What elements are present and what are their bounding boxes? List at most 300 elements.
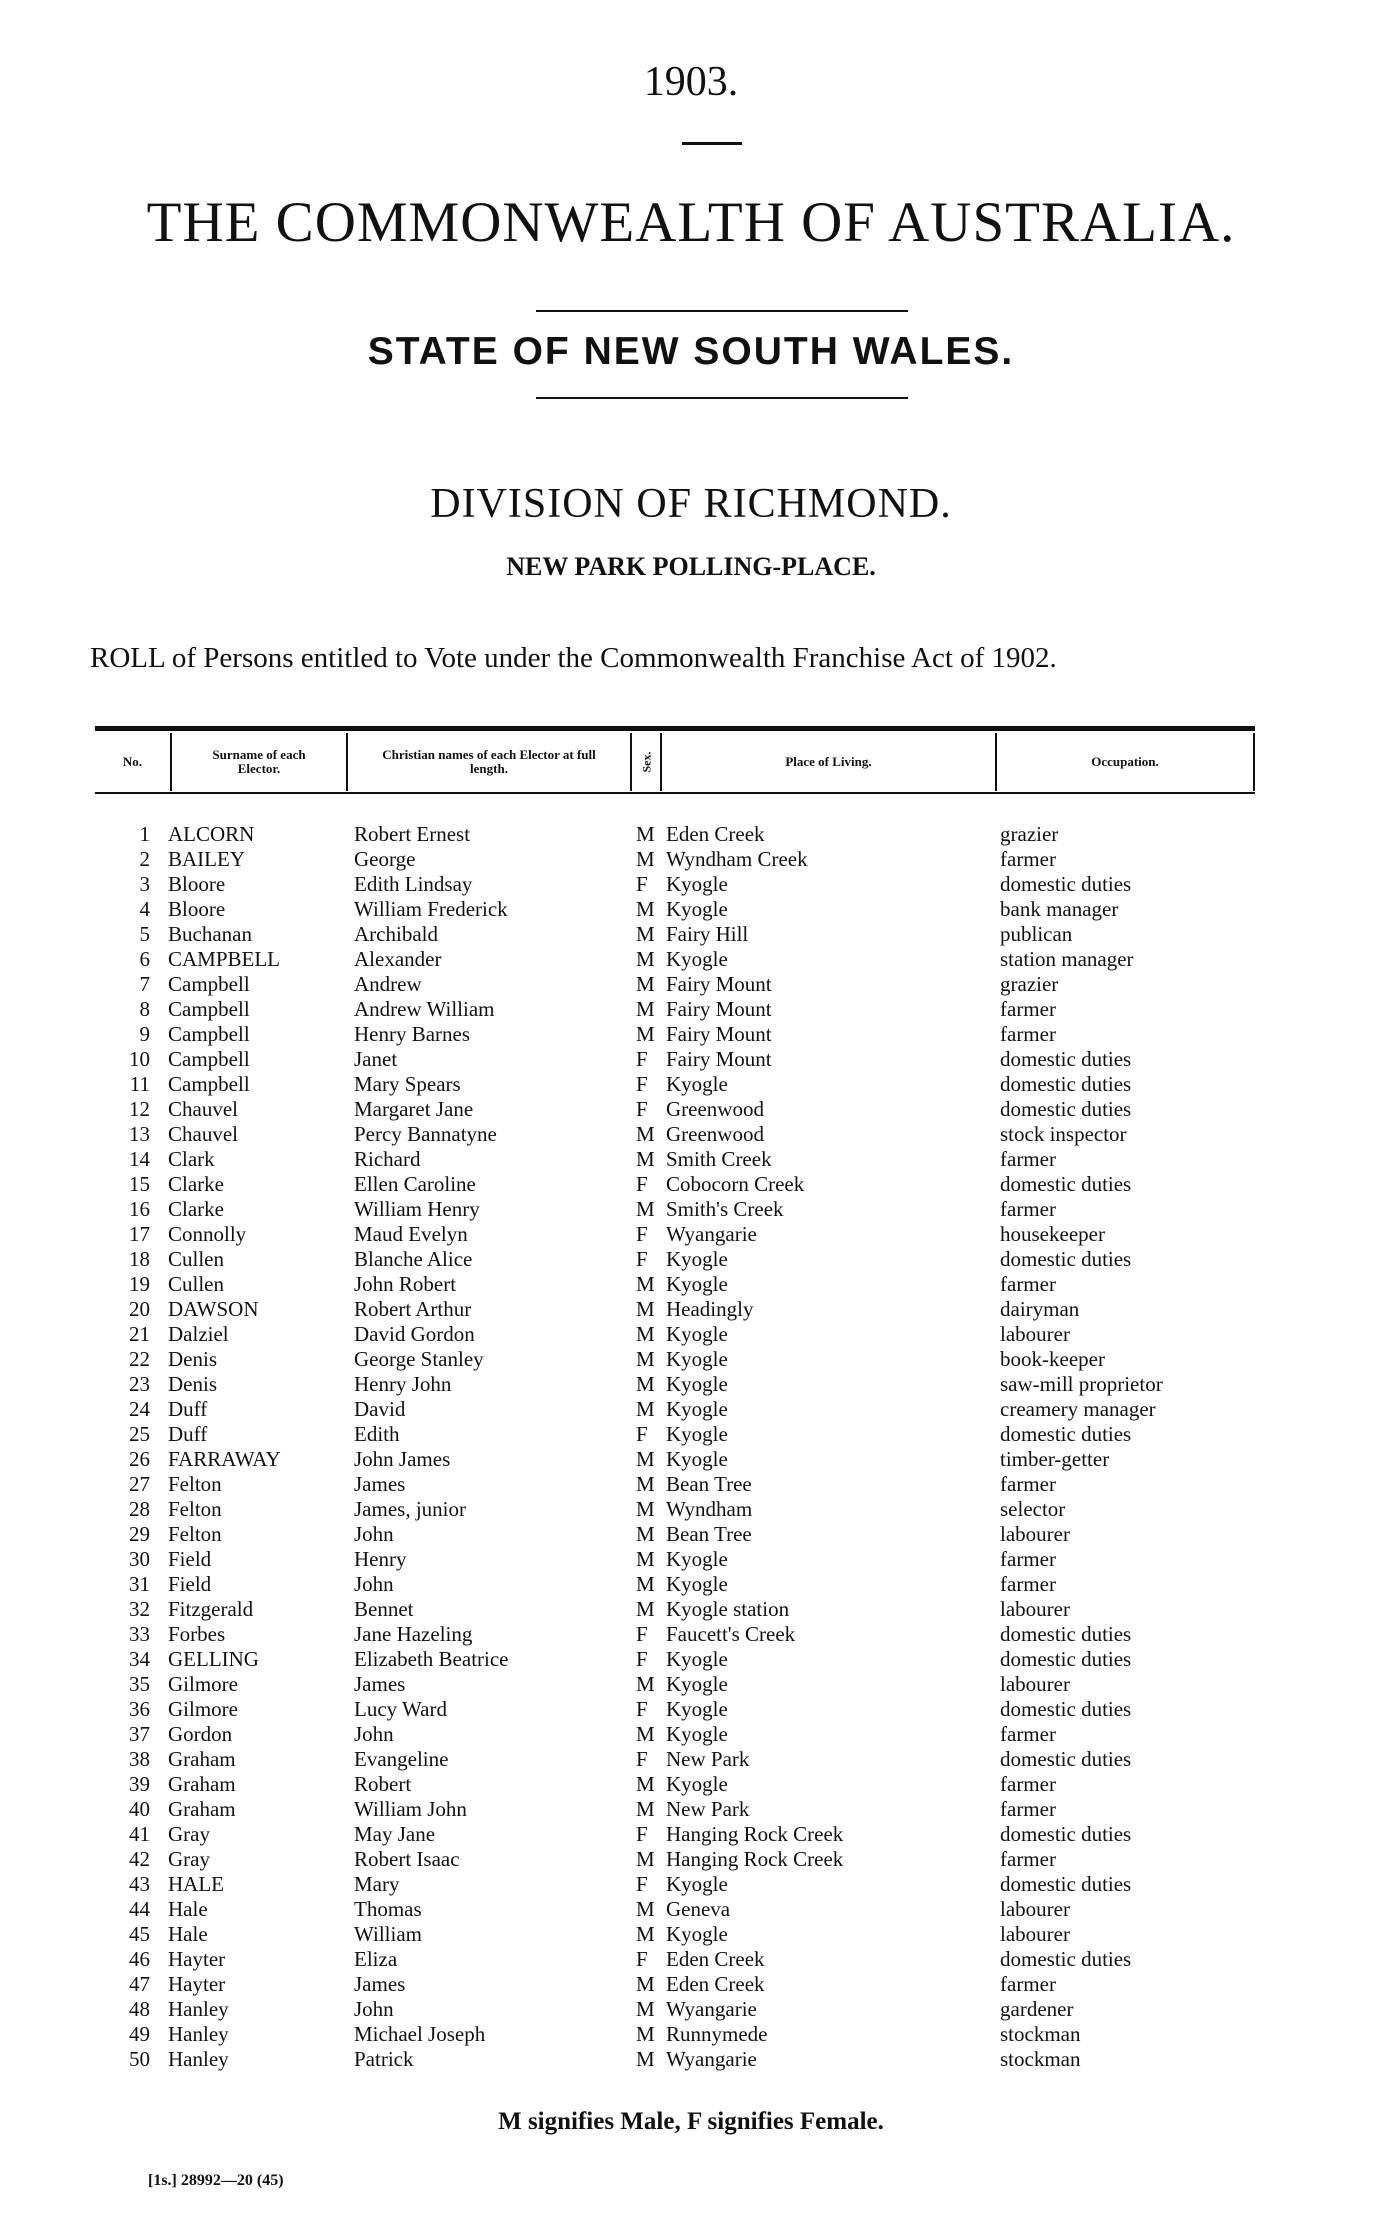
divider-rule (536, 397, 908, 399)
elector-christian-names: David Gordon (354, 1322, 475, 1346)
elector-surname: Chauvel (168, 1122, 238, 1146)
elector-surname: Cullen (168, 1272, 224, 1296)
elector-place-of-living: Geneva (666, 1897, 731, 1921)
elector-list (0, 822, 1382, 2072)
elector-surname: Campbell (168, 1072, 250, 1096)
column-header-occupation: Occupation. (1091, 753, 1159, 769)
elector-occupation: grazier (1000, 972, 1059, 996)
elector-sex: M (636, 2022, 655, 2046)
elector-occupation: station manager (1000, 947, 1134, 971)
elector-surname: Campbell (168, 1022, 250, 1046)
elector-place-of-living: Kyogle (666, 1247, 728, 1271)
elector-surname: DAWSON (168, 1297, 259, 1321)
column-header-surname: Surname of each Elector. (212, 746, 306, 776)
elector-place-of-living: Kyogle (666, 1347, 728, 1371)
elector-sex: M (636, 1922, 655, 1946)
elector-surname: Chauvel (168, 1097, 238, 1121)
elector-occupation: grazier (1000, 822, 1059, 846)
elector-christian-names: James (354, 1972, 406, 1996)
elector-number: 32 (129, 1597, 150, 1621)
elector-sex: F (636, 1872, 648, 1896)
elector-place-of-living: Eden Creek (666, 1947, 765, 1971)
elector-place-of-living: Kyogle (666, 1322, 728, 1346)
table-row (0, 1947, 1382, 1972)
elector-surname: FARRAWAY (168, 1447, 281, 1471)
elector-place-of-living: New Park (666, 1797, 750, 1821)
elector-occupation: domestic duties (1000, 1747, 1132, 1771)
elector-christian-names: Percy Bannatyne (354, 1122, 497, 1146)
elector-christian-names: Ellen Caroline (354, 1172, 476, 1196)
column-divider (1253, 733, 1255, 791)
elector-number: 25 (129, 1422, 150, 1446)
elector-sex: M (636, 1522, 655, 1546)
elector-number: 12 (129, 1097, 150, 1121)
table-row (0, 1922, 1382, 1947)
elector-surname: Clarke (168, 1172, 224, 1196)
elector-occupation: farmer (1000, 1797, 1056, 1821)
elector-christian-names: Bennet (354, 1597, 414, 1621)
table-row (0, 1172, 1382, 1197)
elector-sex: F (636, 1747, 648, 1771)
elector-occupation: farmer (1000, 1472, 1056, 1496)
elector-occupation: domestic duties (1000, 1647, 1132, 1671)
elector-christian-names: James, junior (354, 1497, 466, 1521)
elector-place-of-living: Kyogle (666, 947, 728, 971)
elector-place-of-living: Kyogle (666, 1772, 728, 1796)
elector-sex: M (636, 2047, 655, 2071)
elector-surname: Dalziel (168, 1322, 229, 1346)
elector-christian-names: Mary (354, 1872, 400, 1896)
table-row (0, 1197, 1382, 1222)
elector-surname: Gray (168, 1822, 210, 1846)
elector-christian-names: Jane Hazeling (354, 1622, 473, 1646)
elector-surname: Campbell (168, 1047, 250, 1071)
elector-christian-names: William Henry (354, 1197, 480, 1221)
elector-christian-names: George Stanley (354, 1347, 484, 1371)
elector-place-of-living: Headingly (666, 1297, 754, 1321)
elector-christian-names: Blanche Alice (354, 1247, 473, 1271)
elector-number: 7 (139, 972, 150, 996)
elector-place-of-living: Runnymede (666, 2022, 768, 2046)
elector-surname: Denis (168, 1347, 217, 1371)
elector-occupation: labourer (1000, 1922, 1070, 1946)
roll-title: ROLL of Persons entitled to Vote under the Commonwealth Franchise Act of 1902. (90, 642, 1057, 674)
elector-number: 29 (129, 1522, 150, 1546)
elector-sex: F (636, 1647, 648, 1671)
elector-number: 44 (129, 1897, 150, 1921)
elector-christian-names: Henry John (354, 1372, 452, 1396)
elector-occupation: gardener (1000, 1997, 1074, 2021)
elector-occupation: farmer (1000, 1022, 1056, 1046)
elector-christian-names: Janet (354, 1047, 398, 1071)
table-row (0, 1122, 1382, 1147)
elector-surname: BAILEY (168, 847, 245, 871)
table-row (0, 2047, 1382, 2072)
elector-number: 4 (139, 897, 150, 921)
elector-sex: M (636, 1297, 655, 1321)
table-row (0, 1697, 1382, 1722)
state-heading: STATE OF NEW SOUTH WALES. (367, 330, 1015, 373)
table-row (0, 1272, 1382, 1297)
printer-mark: [1s.] 28992—20 (45) (148, 2172, 284, 2189)
elector-number: 1 (139, 822, 150, 846)
elector-christian-names: Michael Joseph (354, 2022, 486, 2046)
elector-sex: F (636, 1947, 648, 1971)
elector-number: 27 (129, 1472, 150, 1496)
elector-number: 47 (129, 1972, 150, 1996)
elector-occupation: stockman (1000, 2022, 1081, 2046)
table-row (0, 1822, 1382, 1847)
elector-christian-names: Thomas (354, 1897, 422, 1921)
elector-occupation: farmer (1000, 1972, 1056, 1996)
elector-christian-names: John (354, 1572, 394, 1596)
elector-place-of-living: Smith's Creek (666, 1197, 784, 1221)
elector-occupation: farmer (1000, 1272, 1056, 1296)
elector-christian-names: Robert (354, 1772, 412, 1796)
elector-place-of-living: Fairy Mount (666, 1022, 772, 1046)
elector-place-of-living: Kyogle (666, 1647, 728, 1671)
table-row (0, 2022, 1382, 2047)
table-row (0, 1147, 1382, 1172)
elector-surname: Hanley (168, 1997, 229, 2021)
elector-place-of-living: Kyogle (666, 1422, 728, 1446)
elector-christian-names: Henry Barnes (354, 1022, 471, 1046)
elector-occupation: farmer (1000, 1147, 1056, 1171)
elector-christian-names: William John (354, 1797, 467, 1821)
table-row (0, 1097, 1382, 1122)
elector-place-of-living: Faucett's Creek (666, 1622, 796, 1646)
elector-number: 10 (129, 1047, 150, 1071)
table-row (0, 1772, 1382, 1797)
elector-christian-names: May Jane (354, 1822, 436, 1846)
column-header-sex (632, 731, 660, 792)
elector-surname: Hale (168, 1922, 208, 1946)
elector-christian-names: Eliza (354, 1947, 398, 1971)
elector-surname: Felton (168, 1497, 222, 1521)
table-row (0, 1047, 1382, 1072)
elector-surname: Clark (168, 1147, 215, 1171)
elector-number: 40 (129, 1797, 150, 1821)
elector-sex: M (636, 922, 655, 946)
elector-sex: F (636, 1822, 648, 1846)
table-row (0, 1322, 1382, 1347)
elector-place-of-living: Kyogle (666, 1872, 728, 1896)
elector-surname: Field (168, 1547, 212, 1571)
elector-occupation: stockman (1000, 2047, 1081, 2071)
elector-place-of-living: Kyogle (666, 872, 728, 896)
elector-surname: CAMPBELL (168, 947, 281, 971)
elector-occupation: domestic duties (1000, 1697, 1132, 1721)
elector-occupation: saw-mill proprietor (1000, 1372, 1163, 1396)
elector-number: 5 (139, 922, 150, 946)
elector-occupation: farmer (1000, 1547, 1056, 1571)
elector-surname: Campbell (168, 972, 250, 996)
elector-occupation: domestic duties (1000, 1422, 1132, 1446)
elector-number: 37 (129, 1722, 150, 1746)
elector-surname: Gilmore (168, 1697, 238, 1721)
elector-sex: F (636, 1222, 648, 1246)
elector-place-of-living: Wyangarie (666, 1997, 757, 2021)
elector-sex: F (636, 1622, 648, 1646)
elector-place-of-living: Eden Creek (666, 822, 765, 846)
elector-number: 23 (129, 1372, 150, 1396)
elector-sex: M (636, 1397, 655, 1421)
elector-occupation: housekeeper (1000, 1222, 1105, 1246)
elector-number: 24 (129, 1397, 150, 1421)
elector-sex: M (636, 1497, 655, 1521)
elector-place-of-living: New Park (666, 1747, 750, 1771)
elector-christian-names: Edith (354, 1422, 400, 1446)
elector-sex: M (636, 1322, 655, 1346)
elector-christian-names: David (354, 1397, 406, 1421)
table-row (0, 972, 1382, 997)
elector-occupation: farmer (1000, 1847, 1056, 1871)
table-row (0, 1422, 1382, 1447)
column-header-no: No. (122, 753, 143, 769)
elector-sex: M (636, 1722, 655, 1746)
elector-christian-names: Andrew William (354, 997, 495, 1021)
elector-number: 19 (129, 1272, 150, 1296)
elector-place-of-living: Fairy Hill (666, 922, 749, 946)
elector-place-of-living: Greenwood (666, 1122, 764, 1146)
table-row (0, 1472, 1382, 1497)
elector-occupation: selector (1000, 1497, 1066, 1521)
elector-christian-names: Mary Spears (354, 1072, 461, 1096)
elector-sex: F (636, 872, 648, 896)
table-row (0, 1347, 1382, 1372)
elector-place-of-living: Fairy Mount (666, 997, 772, 1021)
elector-christian-names: Margaret Jane (354, 1097, 474, 1121)
sex-legend-footnote: M signifies Male, F signifies Female. (498, 2108, 884, 2135)
table-row (0, 1797, 1382, 1822)
elector-number: 14 (129, 1147, 150, 1171)
elector-place-of-living: Kyogle (666, 1372, 728, 1396)
elector-sex: M (636, 997, 655, 1021)
elector-christian-names: Henry (354, 1547, 407, 1571)
table-row (0, 1997, 1382, 2022)
elector-sex: M (636, 1147, 655, 1171)
table-row (0, 822, 1382, 847)
elector-christian-names: Archibald (354, 922, 438, 946)
elector-occupation: labourer (1000, 1597, 1070, 1621)
elector-occupation: bank manager (1000, 897, 1119, 921)
elector-surname: Hayter (168, 1972, 226, 1996)
table-row (0, 1897, 1382, 1922)
elector-place-of-living: Smith Creek (666, 1147, 772, 1171)
elector-sex: F (636, 1047, 648, 1071)
column-header-christian-names: Christian names of each Elector at full length. (382, 746, 596, 776)
elector-sex: F (636, 1172, 648, 1196)
elector-christian-names: Richard (354, 1147, 421, 1171)
elector-christian-names: Alexander (354, 947, 442, 971)
elector-christian-names: Robert Isaac (354, 1847, 460, 1871)
year-heading: 1903. (643, 59, 739, 105)
elector-sex: M (636, 1197, 655, 1221)
polling-place-heading: NEW PARK POLLING-PLACE. (506, 552, 876, 581)
elector-surname: Cullen (168, 1247, 224, 1271)
elector-sex: F (636, 1422, 648, 1446)
elector-surname: Clarke (168, 1197, 224, 1221)
elector-christian-names: Edith Lindsay (354, 872, 473, 896)
elector-sex: M (636, 1272, 655, 1296)
elector-number: 35 (129, 1672, 150, 1696)
elector-christian-names: William (354, 1922, 422, 1946)
document-title: THE COMMONWEALTH OF AUSTRALIA. (146, 191, 1236, 254)
elector-place-of-living: Kyogle (666, 1397, 728, 1421)
elector-place-of-living: Kyogle (666, 897, 728, 921)
elector-place-of-living: Kyogle (666, 1722, 728, 1746)
elector-occupation: labourer (1000, 1522, 1070, 1546)
elector-surname: Field (168, 1572, 212, 1596)
elector-surname: Graham (168, 1747, 236, 1771)
elector-place-of-living: Wyangarie (666, 1222, 757, 1246)
elector-surname: Duff (168, 1422, 208, 1446)
elector-christian-names: Elizabeth Beatrice (354, 1647, 509, 1671)
elector-christian-names: Robert Ernest (354, 822, 471, 846)
elector-place-of-living: Wyangarie (666, 2047, 757, 2071)
elector-occupation: stock inspector (1000, 1122, 1127, 1146)
elector-number: 45 (129, 1922, 150, 1946)
elector-surname: Campbell (168, 997, 250, 1021)
elector-sex: F (636, 1097, 648, 1121)
elector-occupation: farmer (1000, 847, 1056, 871)
elector-number: 43 (129, 1872, 150, 1896)
elector-christian-names: Andrew (354, 972, 422, 996)
elector-place-of-living: Kyogle (666, 1572, 728, 1596)
elector-number: 38 (129, 1747, 150, 1771)
elector-occupation: domestic duties (1000, 1872, 1132, 1896)
elector-sex: M (636, 1847, 655, 1871)
elector-surname: Bloore (168, 897, 226, 921)
table-row (0, 1872, 1382, 1897)
elector-occupation: domestic duties (1000, 1247, 1132, 1271)
elector-number: 49 (129, 2022, 150, 2046)
elector-place-of-living: Bean Tree (666, 1472, 752, 1496)
table-row (0, 1072, 1382, 1097)
elector-place-of-living: Eden Creek (666, 1972, 765, 1996)
elector-number: 30 (129, 1547, 150, 1571)
division-heading: DIVISION OF RICHMOND. (430, 481, 952, 527)
elector-sex: M (636, 1797, 655, 1821)
elector-surname: Hanley (168, 2022, 229, 2046)
table-row (0, 922, 1382, 947)
elector-number: 28 (129, 1497, 150, 1521)
table-row (0, 1622, 1382, 1647)
elector-occupation: dairyman (1000, 1297, 1080, 1321)
elector-occupation: publican (1000, 922, 1073, 946)
elector-sex: M (636, 1347, 655, 1371)
elector-occupation: creamery manager (1000, 1397, 1156, 1421)
elector-sex: M (636, 1897, 655, 1921)
elector-occupation: domestic duties (1000, 1822, 1132, 1846)
elector-surname: HALE (168, 1872, 224, 1896)
elector-surname: Gilmore (168, 1672, 238, 1696)
elector-sex: M (636, 897, 655, 921)
elector-surname: Gordon (168, 1722, 233, 1746)
table-row (0, 1597, 1382, 1622)
table-row (0, 1397, 1382, 1422)
elector-surname: Hayter (168, 1947, 226, 1971)
table-row (0, 1247, 1382, 1272)
elector-christian-names: William Frederick (354, 897, 508, 921)
table-row (0, 1447, 1382, 1472)
elector-occupation: farmer (1000, 1197, 1056, 1221)
table-row (0, 1847, 1382, 1872)
elector-sex: M (636, 1022, 655, 1046)
elector-surname: Fitzgerald (168, 1597, 254, 1621)
table-row (0, 947, 1382, 972)
elector-number: 22 (129, 1347, 150, 1371)
elector-sex: M (636, 1972, 655, 1996)
table-row (0, 1672, 1382, 1697)
column-header-place: Place of Living. (785, 753, 872, 769)
elector-christian-names: John James (354, 1447, 451, 1471)
elector-number: 26 (129, 1447, 150, 1471)
elector-surname: GELLING (168, 1647, 259, 1671)
elector-sex: F (636, 1247, 648, 1271)
elector-surname: Forbes (168, 1622, 226, 1646)
elector-sex: M (636, 1122, 655, 1146)
elector-sex: M (636, 1572, 655, 1596)
table-row (0, 1372, 1382, 1397)
elector-number: 15 (129, 1172, 150, 1196)
elector-occupation: farmer (1000, 997, 1056, 1021)
elector-sex: M (636, 1772, 655, 1796)
elector-place-of-living: Kyogle (666, 1697, 728, 1721)
elector-sex: M (636, 1372, 655, 1396)
elector-number: 36 (129, 1697, 150, 1721)
elector-place-of-living: Hanging Rock Creek (666, 1847, 844, 1871)
elector-place-of-living: Kyogle (666, 1922, 728, 1946)
elector-occupation: labourer (1000, 1672, 1070, 1696)
elector-surname: ALCORN (168, 822, 255, 846)
elector-surname: Duff (168, 1397, 208, 1421)
table-row (0, 1547, 1382, 1572)
elector-number: 46 (129, 1947, 150, 1971)
table-row (0, 1972, 1382, 1997)
elector-surname: Connolly (168, 1222, 247, 1246)
table-row (0, 1747, 1382, 1772)
elector-number: 6 (139, 947, 150, 971)
elector-christian-names: George (354, 847, 416, 871)
table-row (0, 872, 1382, 897)
elector-number: 50 (129, 2047, 150, 2071)
elector-occupation: timber-getter (1000, 1447, 1110, 1471)
elector-sex: M (636, 1597, 655, 1621)
elector-number: 8 (139, 997, 150, 1021)
elector-surname: Felton (168, 1522, 222, 1546)
table-row (0, 1647, 1382, 1672)
elector-occupation: domestic duties (1000, 872, 1132, 896)
elector-surname: Buchanan (168, 922, 252, 946)
elector-number: 41 (129, 1822, 150, 1846)
table-row (0, 1222, 1382, 1247)
table-row (0, 1297, 1382, 1322)
elector-occupation: labourer (1000, 1897, 1070, 1921)
elector-number: 42 (129, 1847, 150, 1871)
elector-number: 20 (129, 1297, 150, 1321)
elector-number: 13 (129, 1122, 150, 1146)
elector-number: 34 (129, 1647, 150, 1671)
elector-occupation: farmer (1000, 1722, 1056, 1746)
elector-christian-names: John (354, 1722, 394, 1746)
elector-number: 21 (129, 1322, 150, 1346)
elector-number: 48 (129, 1997, 150, 2021)
elector-surname: Denis (168, 1372, 217, 1396)
elector-sex: M (636, 1672, 655, 1696)
table-row (0, 1497, 1382, 1522)
elector-number: 31 (129, 1572, 150, 1596)
